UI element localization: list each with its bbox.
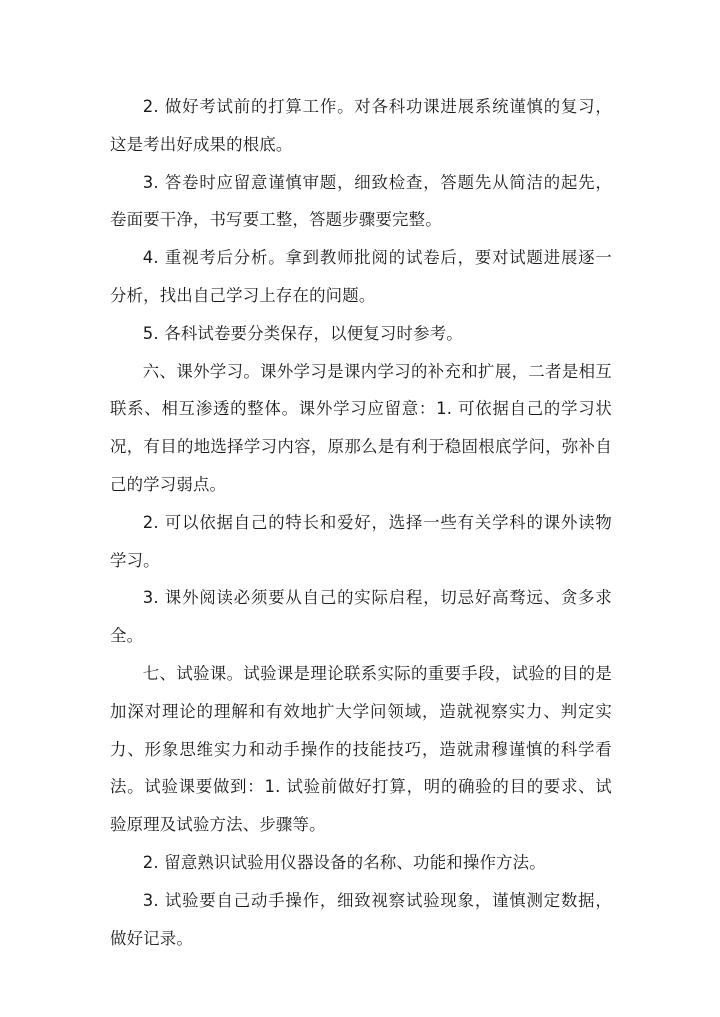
- paragraph-extracurricular-learning: 六、课外学习。课外学习是课内学习的补充和扩展，二者是相互联系、相互渗透的整体。课外学习应留意：1. 可依据自己的学习状况，有目的地选择学习内容，原那么是有利于稳固根底学问，弥补自己的学习弱点。: [110, 361, 612, 494]
- paragraph-experiment-class: 七、试验课。试验课是理论联系实际的重要手段，试验的目的是加深对理论的理解和有效地扩大学问领域，造就视察实力、判定实力、形象思维实力和动手操作的技能技巧，造就肃穆谨慎的科学看法。试验课要做到：1. 试验前做好打算，明的确验的目的要求、试验原理及试验方法、步骤等。: [110, 663, 612, 835]
- paragraph-hands-on: 3. 试验要自己动手操作，细致视察试验现象，谨慎测定数据，做好记录。: [110, 890, 612, 948]
- paragraph-answering-exam: 3. 答卷时应留意谨慎审题，细致检查，答题先从简洁的起先，卷面要干净，书写要工整，答题步骤要完整。: [110, 172, 612, 230]
- paragraph-instruments: 2. 留意熟识试验用仪器设备的名称、功能和操作方法。: [142, 852, 546, 872]
- paragraph-keep-papers: 5. 各科试卷要分类保存，以便复习时参考。: [142, 323, 463, 343]
- paragraph-post-exam-analysis: 4. 重视考后分析。拿到教师批阅的试卷后，要对试题进展逐一分析，找出自己学习上存在的问题。: [110, 248, 612, 305]
- paragraph-choose-reading: 2. 可以依据自己的特长和爱好，选择一些有关学科的课外读物学习。: [110, 512, 612, 570]
- paragraph-reading-practical: 3. 课外阅读必须要从自己的实际启程，切忌好高骛远、贪多求全。: [110, 588, 612, 646]
- paragraph-exam-preparation: 2. 做好考试前的打算工作。对各科功课进展系统谨慎的复习，这是考出好成果的根底。: [110, 97, 612, 154]
